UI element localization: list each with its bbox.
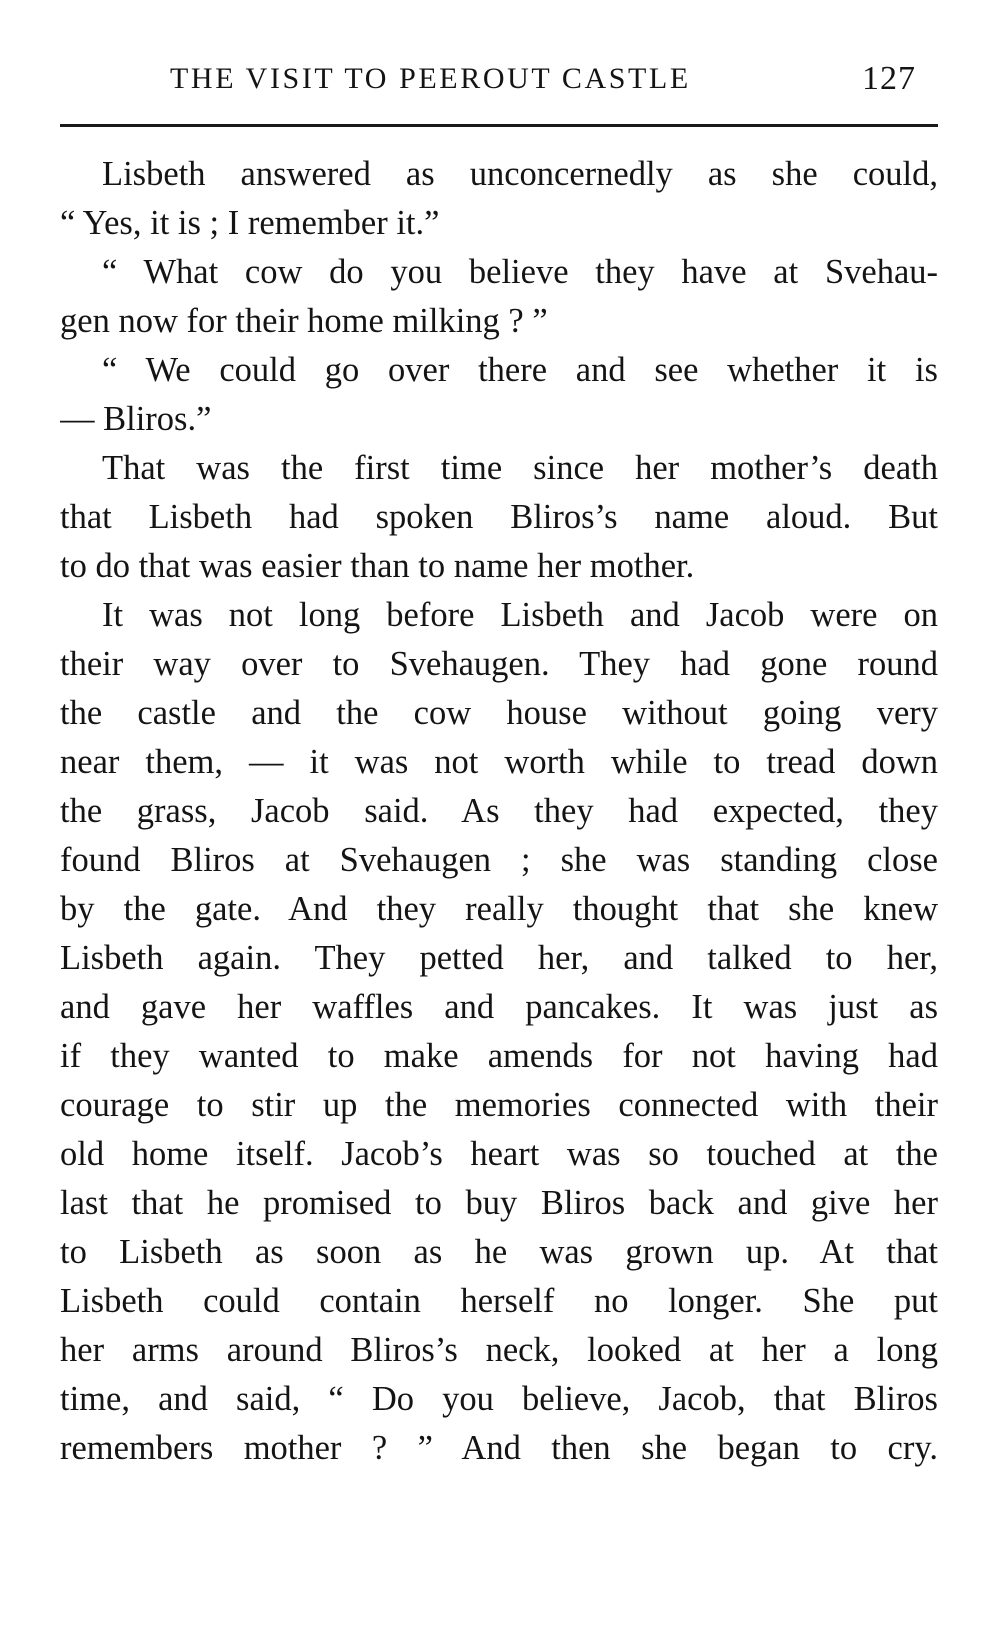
text-line: That was the first time since her mother’s death: [102, 449, 938, 487]
text-line: to do that was easier than to name her mother.: [60, 547, 695, 585]
text-line: time, and said, “ Do you believe, Jacob, that Bliros: [60, 1380, 938, 1418]
text-line: gen now for their home milking ? ”: [60, 302, 548, 340]
text-line: if they wanted to make amends for not having had: [60, 1037, 938, 1075]
text-line: found Bliros at Svehaugen ; she was standing close: [60, 841, 938, 879]
text-line: their way over to Svehaugen. They had gone round: [60, 645, 938, 683]
text-line: old home itself. Jacob’s heart was so touched at the: [60, 1135, 938, 1173]
text-line: last that he promised to buy Bliros back and give her: [60, 1184, 938, 1222]
page-number: 127: [862, 60, 916, 97]
text-line: by the gate. And they really thought that she knew: [60, 890, 938, 928]
text-line: the castle and the cow house without going very: [60, 694, 938, 732]
text-line: Lisbeth answered as unconcernedly as she could,: [102, 155, 938, 193]
text-line: courage to stir up the memories connected with their: [60, 1086, 938, 1124]
body-text: [60, 150, 938, 1473]
text-line: and gave her waffles and pancakes. It was just as: [60, 988, 938, 1026]
text-line: the grass, Jacob said. As they had expected, they: [60, 792, 938, 830]
text-line: “ What cow do you believe they have at Svehau-: [102, 253, 938, 291]
text-line: her arms around Bliros’s neck, looked at her a long: [60, 1331, 938, 1369]
header-rule: [60, 124, 938, 127]
text-line: to Lisbeth as soon as he was grown up. At that: [60, 1233, 938, 1271]
text-line: It was not long before Lisbeth and Jacob were on: [102, 596, 938, 634]
text-line: near them, — it was not worth while to tread down: [60, 743, 938, 781]
text-line: — Bliros.”: [60, 400, 212, 438]
text-line: Lisbeth could contain herself no longer. She put: [60, 1282, 938, 1320]
running-title: THE VISIT TO PEEROUT CASTLE: [170, 62, 691, 95]
text-line: remembers mother ? ” And then she began to cry.: [60, 1429, 938, 1467]
page-header: [60, 52, 940, 108]
text-line: “ Yes, it is ; I remember it.”: [60, 204, 440, 242]
text-line: Lisbeth again. They petted her, and talked to her,: [60, 939, 938, 977]
text-line: that Lisbeth had spoken Bliros’s name aloud. But: [60, 498, 938, 536]
text-line: “ We could go over there and see whether it is: [102, 351, 938, 389]
